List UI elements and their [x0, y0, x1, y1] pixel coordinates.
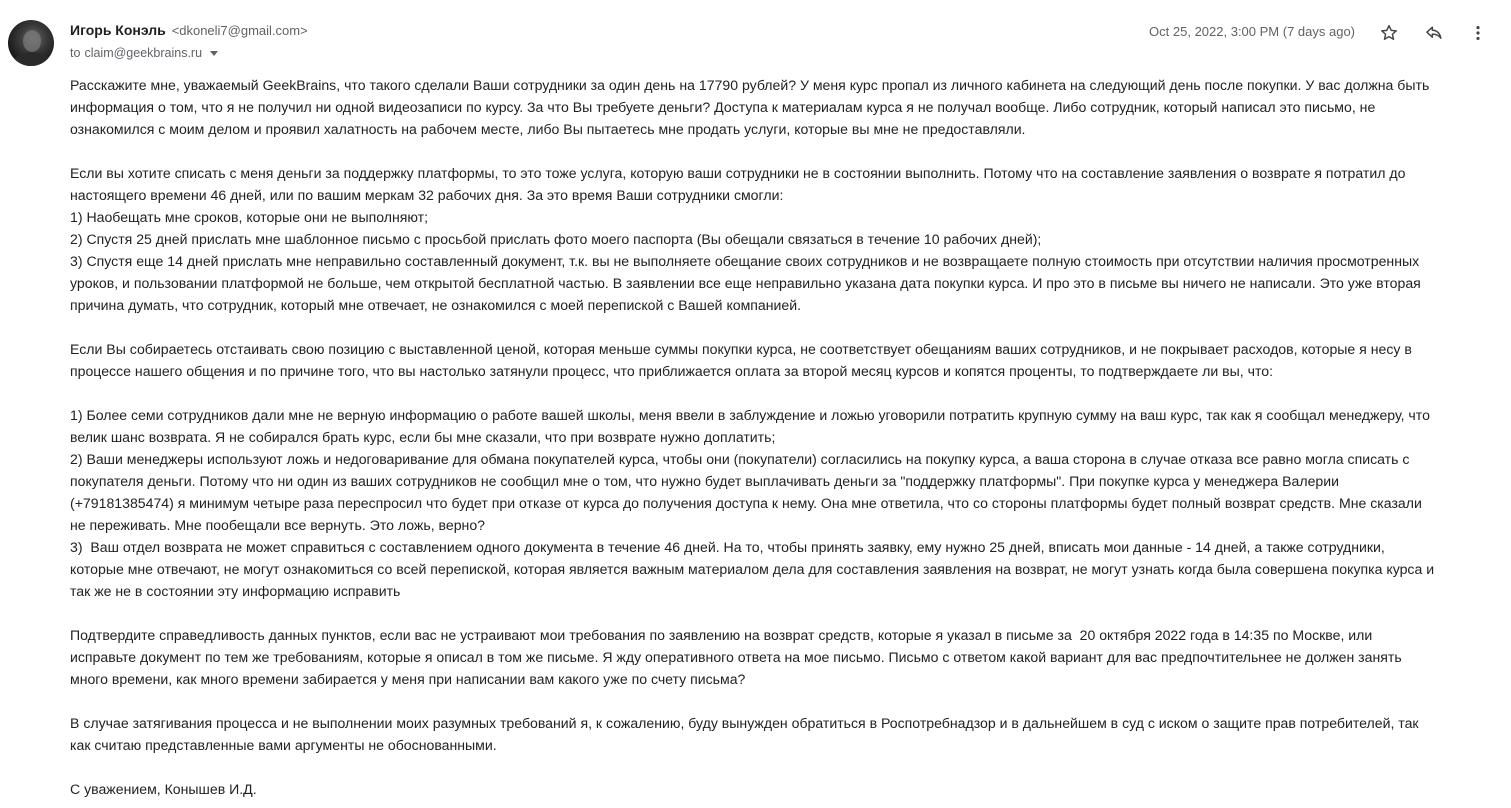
body-line: исправьте документ по тем же требованиям, которые я описал в том же письме. Я жду оперативного ответа на мое письмо. Письмо с ответом какой вариант для вас предпочтительнее не должен занять: [70, 649, 1402, 665]
body-line: не переживать. Мне пообещали все вернуть. Это ложь, верно?: [70, 517, 486, 533]
more-vert-icon: [1468, 23, 1488, 43]
body-line: уроков, и пользовании платформой не больше, чем открытой бесплатной частью. В заявлении все еще неправильно указана дата покупки курса. И про это в письме вы ничего не написали. Это уже вторая: [70, 275, 1421, 291]
message-header: [0, 0, 1511, 70]
reply-icon: [1424, 23, 1444, 43]
body-line: 3) Спустя еще 14 дней прислать мне неправильно составленный документ, т.к. вы не выполняете обещание своих сотрудников и не возвращаете полную стоимость при отсутствии наличия просмотренных: [70, 253, 1420, 269]
signature: С уважением, Конышев И.Д.: [70, 781, 257, 797]
body-line: велик шанс возврата. Я не собирался брать курс, если бы мне сказали, что при возврате нужно доплатить;: [70, 429, 776, 445]
body-line: 1) Более семи сотрудников дали мне не верную информацию о работе вашей школы, меня ввели в заблуждение и ложью уговорили потратить крупную сумму на ваш курс, так как я сообщал менеджеру, что: [70, 407, 1430, 423]
reply-button[interactable]: [1421, 20, 1447, 46]
body-line: настоящего времени 46 дней, или по вашим меркам 32 рабочих дня. За это время Ваши сотрудники смогли:: [70, 187, 784, 203]
body-line: (+79181385474) я минимум четыре раза переспросил что будет при отказе от курса до получения доступа к нему. Она мне ответила, что со стороны платформы будет полный возврат средств. Мне сказали: [70, 495, 1422, 511]
body-line: процессе нашего общения и по причине того, что вы настолько затянули процесс, что приближается оплата за второй месяц курсов и копятся проценты, то подтверждаете ли вы, что:: [70, 363, 1273, 379]
message-date: Oct 25, 2022, 3:00 PM (7 days ago): [1149, 24, 1355, 39]
body-line: так же не в состоянии эту информацию исправить: [70, 583, 401, 599]
paragraph-gap: [70, 756, 1495, 778]
star-icon: [1379, 23, 1399, 43]
body-line: ознакомился с моим делом и проявил халатность на рабочем месте, либо Вы пытаетесь мне продать услуги, которые вы мне не предоставляли.: [70, 121, 1026, 137]
sender-email: <dkoneli7@gmail.com>: [171, 23, 308, 38]
paragraph-gap: [70, 382, 1495, 404]
body-line: 1) Наобещать мне сроков, которые они не выполняют;: [70, 209, 429, 225]
paragraph-gap: [70, 602, 1495, 624]
recipient-address: claim@geekbrains.ru: [84, 46, 203, 60]
body-line: 3) Ваш отдел возврата не может справиться с составлением одного документа в течение 46 дней. На то, чтобы принять заявку, ему нужно 25 дней, вписать мои данные - 14 дней, а также сотрудники,: [70, 539, 1385, 555]
body-line: 2) Ваши менеджеры используют ложь и недоговаривание для обмана покупателей курса, чтобы они (покупатели) согласились на покупку курса, а ваша сторона в случае отказа все равно могла списать с: [70, 451, 1410, 467]
body-line: как считаю представленные вами аргументы не обоснованными.: [70, 737, 497, 753]
body-line: информация о том, что я не получил ни одной видеозаписи по курсу. За что Вы требуете деньги? Доступа к материалам курса я не получал вообще. Либо сотрудник, который написал это письмо, не: [70, 99, 1376, 115]
body-line: В случае затягивания процесса и не выполнении моих разумных требований я, к сожалению, буду вынужден обратиться в Роспотребнадзор и в дальнейшем в суд с иском о защите прав потребителей, так: [70, 715, 1419, 731]
paragraph-gap: [70, 690, 1495, 712]
more-options-button[interactable]: [1465, 20, 1491, 46]
body-line: Расскажите мне, уважаемый GeekBrains, что такого сделали Ваши сотрудники за один день на 17790 рублей? У меня курс пропал из личного кабинета на следующий день после покупки. У вас должна быть: [70, 77, 1430, 93]
body-line: причина думать, что сотрудник, который мне отвечает, не ознакомился с моей перепиской с Вашей компанией.: [70, 297, 802, 313]
star-button[interactable]: [1376, 20, 1402, 46]
chevron-down-icon[interactable]: [210, 51, 218, 56]
avatar-shoulders: [14, 52, 50, 66]
avatar-face: [23, 30, 41, 52]
body-line: Если Вы собираетесь отстаивать свою позицию с выставленной ценой, которая меньше суммы покупки курса, не соответствует обещаниям ваших сотрудников, и не покрывает расходов, которые я несу в: [70, 341, 1412, 357]
body-line: много времени, как много времени забирается у меня при написании вам какого уже по счету письма?: [70, 671, 746, 687]
body-line: покупателя деньги. Потому что ни один из ваших сотрудников не сообщил мне о том, что нужно будет выплачивать деньги за "поддержку платформы". При покупке курса у менеджера Валерии: [70, 473, 1340, 489]
recipients-line: [70, 46, 218, 60]
body-line: которые мне отвечают, не могут ознакомиться со всей перепиской, которая является важным материалом дела для составления заявления на возврат, не могут узнать когда была совершена покупка курса и: [70, 561, 1435, 577]
sender-line: [70, 22, 308, 38]
to-label: to: [70, 46, 81, 60]
body-line: Подтвердите справедливость данных пунктов, если вас не устраивают мои требования по заявлению на возврат средств, которые я указал в письме за 20 октября 2022 года в 14:35 по Москве, или: [70, 627, 1373, 643]
sender-name[interactable]: Игорь Конэль: [70, 22, 166, 38]
paragraph-gap: [70, 140, 1495, 162]
paragraph-gap: [70, 316, 1495, 338]
body-line: 2) Спустя 25 дней прислать мне шаблонное письмо с просьбой прислать фото моего паспорта (Вы обещали связаться в течение 10 рабочих дней);: [70, 231, 1042, 247]
message-body: [70, 74, 1495, 800]
avatar[interactable]: [8, 20, 54, 66]
body-line: Если вы хотите списать с меня деньги за поддержку платформы, то это тоже услуга, которую ваши сотрудники не в состоянии выполнить. Потому что на составление заявления о возврате я потратил до: [70, 165, 1406, 181]
